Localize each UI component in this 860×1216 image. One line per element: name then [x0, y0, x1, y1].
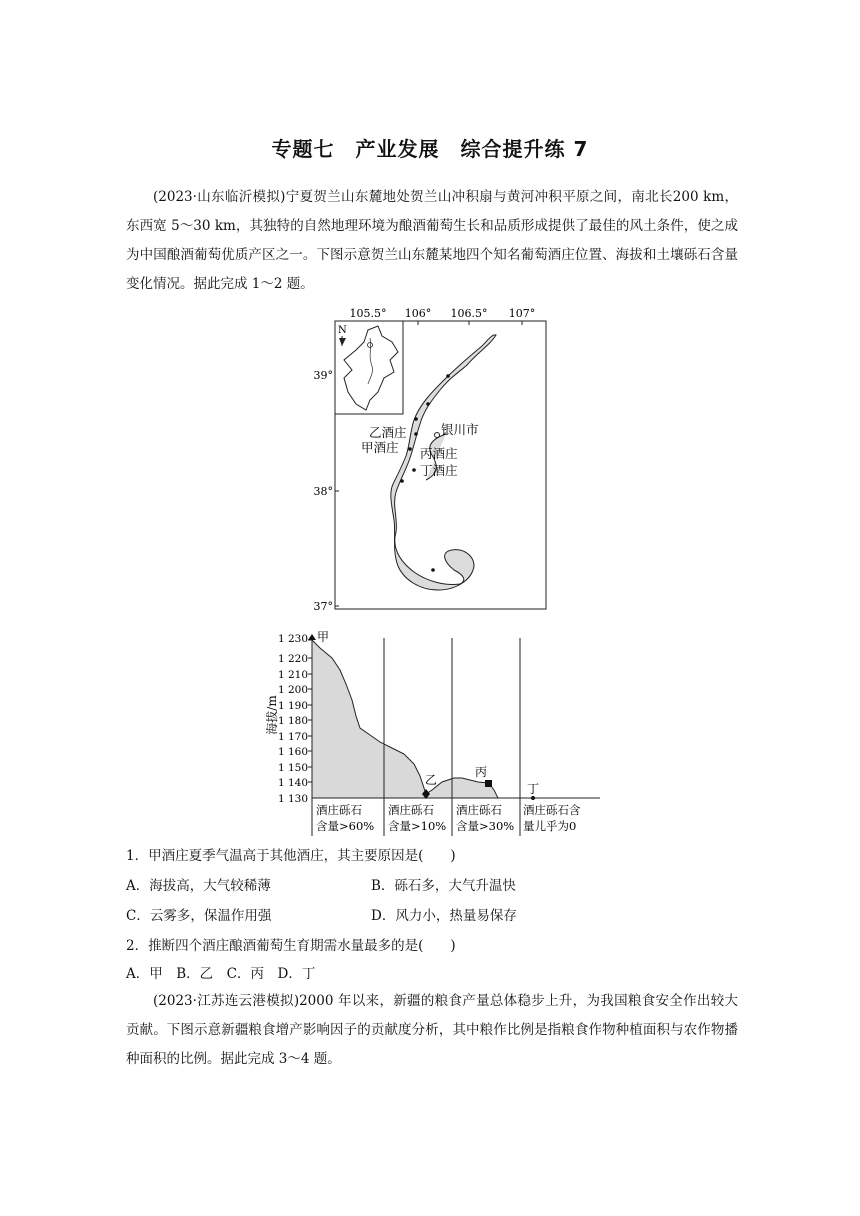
ytick: 1 200: [277, 684, 308, 696]
elevation-profile: [255, 628, 635, 840]
zone-4-line1: 酒庄砾石含: [523, 803, 581, 817]
ding-winery-label: 丁酒庄: [420, 463, 458, 478]
zone-2-line2: 含量>10%: [388, 819, 447, 833]
ytick: 1 190: [277, 700, 308, 712]
location-map: [300, 302, 560, 614]
bing-winery-label: 丙酒庄: [420, 446, 458, 461]
city-label: 银川市: [441, 422, 479, 437]
lat-tick: 38°: [313, 485, 333, 498]
page-title: 专题七 产业发展 综合提升练 7: [271, 137, 589, 161]
lon-tick-labels: [350, 307, 536, 320]
bing-point-label: 丙: [475, 765, 488, 779]
intro-paragraph-2: (2023·江苏连云港模拟)2000 年以来，新疆的粮食产量总体稳步上升，为我国粮食安全作出较大贡献。下图示意新疆粮食增产影响因子的贡献度分析，其中粮作比例是指粮食作物种植面积与农作物播种面积的比例。据此完成 3～4 题。: [126, 993, 738, 1067]
ytick: 1 210: [277, 669, 308, 681]
zone-1-line2: 含量>60%: [316, 819, 375, 833]
ytick: 1 180: [277, 715, 308, 727]
gravel-zones: [316, 803, 581, 833]
zone-3-line2: 含量>30%: [456, 819, 515, 833]
lon-tick: 106.5°: [450, 307, 488, 320]
intro-paragraph-1: (2023·山东临沂模拟)宁夏贺兰山东麓地处贺兰山冲积扇与黄河冲积平原之间，南北长200 km，东西宽 5～30 km，其独特的自然地理环境为酿酒葡萄生长和品质形成提供了最佳的风土条件，使之成为中国酿酒葡萄优质产区之一。下图示意贺兰山东麓某地四个知名葡萄酒庄位置、海拔和土壤砾石含量变化情况。据此完成 1～2 题。: [126, 189, 738, 292]
question-2-stem: 2．推断四个酒庄酿酒葡萄生育期需水量最多的是( ): [126, 938, 456, 954]
yi-winery-label: 乙酒庄: [369, 425, 407, 440]
bing-marker: [485, 780, 492, 787]
lat-tick: 39°: [313, 369, 333, 382]
yi-point-label: 乙: [425, 773, 438, 787]
ytick: 1 140: [277, 777, 308, 789]
profile-ylabel: 海拔/m: [265, 695, 279, 735]
ytick: 1 160: [277, 746, 308, 758]
question-1-stem: 1．甲酒庄夏季气温高于其他酒庄，其主要原因是( ): [126, 848, 456, 864]
ytick: 1 170: [277, 731, 308, 743]
zone-2-line1: 酒庄砾石: [388, 803, 434, 817]
zone-3-line1: 酒庄砾石: [456, 803, 502, 817]
ytick: 1 220: [277, 653, 308, 665]
yinchuan-city-marker: [435, 433, 440, 438]
question-2-options: A．甲 B．乙 C．丙 D．丁: [126, 966, 316, 982]
question-1-option-c: C．云雾多，保温作用强: [126, 908, 272, 924]
lon-tick: 107°: [508, 307, 536, 320]
lat-tick: 37°: [313, 600, 333, 613]
question-1-option-b: B．砾石多，大气升温快: [371, 878, 516, 894]
lon-tick: 106°: [404, 307, 432, 320]
zone-1-line1: 酒庄砾石: [316, 803, 362, 817]
lat-tick-labels: [314, 369, 334, 613]
jia-marker: [308, 634, 316, 640]
north-arrow-label: N: [338, 325, 347, 336]
jia-point-label: 甲: [317, 630, 330, 644]
question-1-option-d: D．风力小，热量易保存: [371, 908, 517, 924]
ding-marker: [531, 796, 535, 800]
jia-winery-label: 甲酒庄: [361, 440, 399, 455]
lon-tick: 105.5°: [349, 307, 387, 320]
ytick: 1 150: [277, 762, 308, 774]
ytick: 1 230: [277, 633, 308, 645]
question-1-option-a: A．海拔高，大气较稀薄: [126, 878, 271, 894]
ding-point-label: 丁: [527, 782, 540, 796]
terrain-area: [312, 640, 498, 798]
ytick: 1 130: [277, 793, 308, 805]
profile-yticks: [278, 633, 308, 805]
zone-4-line2: 量儿乎为0: [523, 819, 577, 833]
